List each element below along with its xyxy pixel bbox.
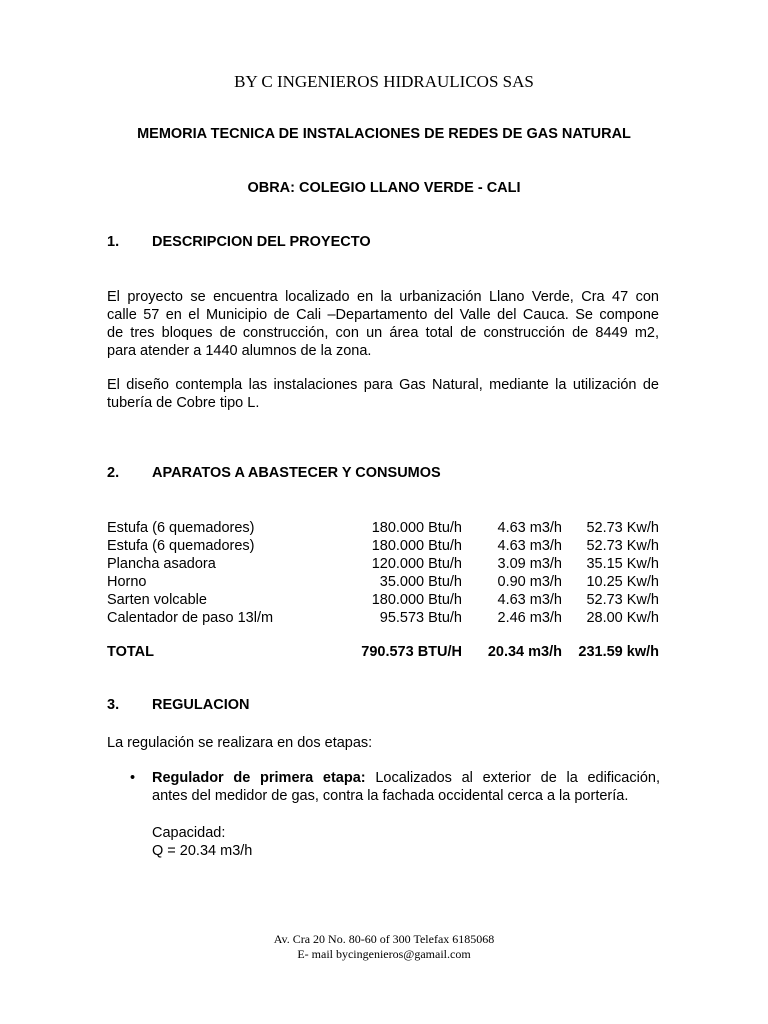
- appliance-name: Estufa (6 quemadores): [107, 538, 255, 554]
- appliances-table: [107, 519, 659, 627]
- table-row: [107, 573, 659, 591]
- total-label: TOTAL: [107, 644, 154, 660]
- appliance-name: Horno: [107, 574, 147, 590]
- appliance-name: Calentador de paso 13l/m: [107, 610, 274, 626]
- section-3-number: 3.: [107, 697, 120, 713]
- appliance-kw: 35.15 Kw/h: [586, 556, 659, 572]
- total-row: [107, 643, 659, 661]
- table-row: [107, 609, 659, 627]
- bullet-text: [152, 769, 660, 805]
- total-btu: 790.573 BTU/H: [361, 644, 462, 660]
- paragraph-line: para atender a 1440 alumnos de la zona.: [107, 343, 372, 359]
- capacity-value: Q = 20.34 m3/h: [152, 843, 253, 859]
- table-row: [107, 519, 659, 537]
- appliance-btu: 120.000 Btu/h: [371, 556, 462, 572]
- paragraph-line: tubería de Cobre tipo L.: [107, 395, 260, 411]
- table-row: [107, 537, 659, 555]
- section-3-title: REGULACION: [152, 697, 250, 713]
- appliance-kw: 52.73 Kw/h: [586, 592, 659, 608]
- appliance-name: Estufa (6 quemadores): [107, 520, 255, 536]
- appliance-kw: 52.73 Kw/h: [586, 520, 659, 536]
- footer-email: E- mail bycingenieros@gamail.com: [297, 947, 471, 961]
- totals-table: [107, 643, 659, 661]
- bullet-line-2: antes del medidor de gas, contra la fachada occidental cerca a la portería.: [152, 788, 629, 804]
- appliance-kw: 52.73 Kw/h: [586, 538, 659, 554]
- project-title: OBRA: COLEGIO LLANO VERDE - CALI: [247, 180, 521, 196]
- appliance-m3: 4.63 m3/h: [497, 520, 562, 536]
- paragraph-line: El proyecto se encuentra localizado en la urbanización Llano Verde, Cra 47 con: [107, 289, 659, 305]
- section-2-title: APARATOS A ABASTECER Y CONSUMOS: [152, 465, 441, 481]
- appliance-btu: 180.000 Btu/h: [371, 520, 462, 536]
- paragraph-line: de tres bloques de construcción, con un área total de construcción de 8449 m2,: [107, 325, 659, 341]
- regulation-intro: La regulación se realizara en dos etapas:: [107, 735, 373, 751]
- section-1-paragraph-1: [107, 288, 659, 360]
- section-1-title: DESCRIPCION DEL PROYECTO: [152, 234, 371, 250]
- section-1-paragraph-2: [107, 376, 659, 412]
- regulator-label: Regulador de primera etapa:: [152, 770, 366, 786]
- total-m3: 20.34 m3/h: [487, 644, 562, 660]
- document-title: MEMORIA TECNICA DE INSTALACIONES DE REDES DE GAS NATURAL: [137, 126, 631, 142]
- section-1-number: 1.: [107, 234, 120, 250]
- footer-address: Av. Cra 20 No. 80-60 of 300 Telefax 6185068: [273, 932, 495, 946]
- paragraph-line: calle 57 en el Municipio de Cali –Departamento del Valle del Cauca. Se compone: [107, 307, 659, 323]
- table-row: [107, 555, 659, 573]
- capacity-label: Capacidad:: [152, 825, 226, 841]
- appliance-btu: 180.000 Btu/h: [371, 538, 462, 554]
- bullet-line-1: [152, 769, 660, 787]
- appliance-m3: 2.46 m3/h: [497, 610, 562, 626]
- appliance-kw: 28.00 Kw/h: [586, 610, 659, 626]
- section-2-heading: [107, 465, 441, 481]
- appliance-m3: 3.09 m3/h: [497, 556, 562, 572]
- table-row: [107, 591, 659, 609]
- appliance-btu: 35.000 Btu/h: [379, 574, 462, 590]
- appliance-name: Plancha asadora: [107, 556, 216, 572]
- company-name: BY C INGENIEROS HIDRAULICOS SAS: [234, 72, 534, 91]
- appliance-btu: 180.000 Btu/h: [371, 592, 462, 608]
- appliance-name: Sarten volcable: [107, 592, 207, 608]
- appliance-m3: 0.90 m3/h: [497, 574, 562, 590]
- appliance-m3: 4.63 m3/h: [497, 592, 562, 608]
- total-kw: 231.59 kw/h: [578, 644, 659, 660]
- appliance-btu: 95.573 Btu/h: [379, 610, 462, 626]
- paragraph-line: El diseño contempla las instalaciones para Gas Natural, mediante la utilización de: [107, 377, 659, 393]
- section-3-heading: [107, 697, 249, 713]
- regulator-bullet: [130, 769, 660, 805]
- appliance-m3: 4.63 m3/h: [497, 538, 562, 554]
- section-1-heading: [107, 234, 371, 250]
- appliance-kw: 10.25 Kw/h: [586, 574, 659, 590]
- regulator-location: Localizados al exterior de la edificación,: [365, 770, 660, 786]
- bullet-icon: •: [130, 770, 136, 786]
- section-2-number: 2.: [107, 465, 120, 481]
